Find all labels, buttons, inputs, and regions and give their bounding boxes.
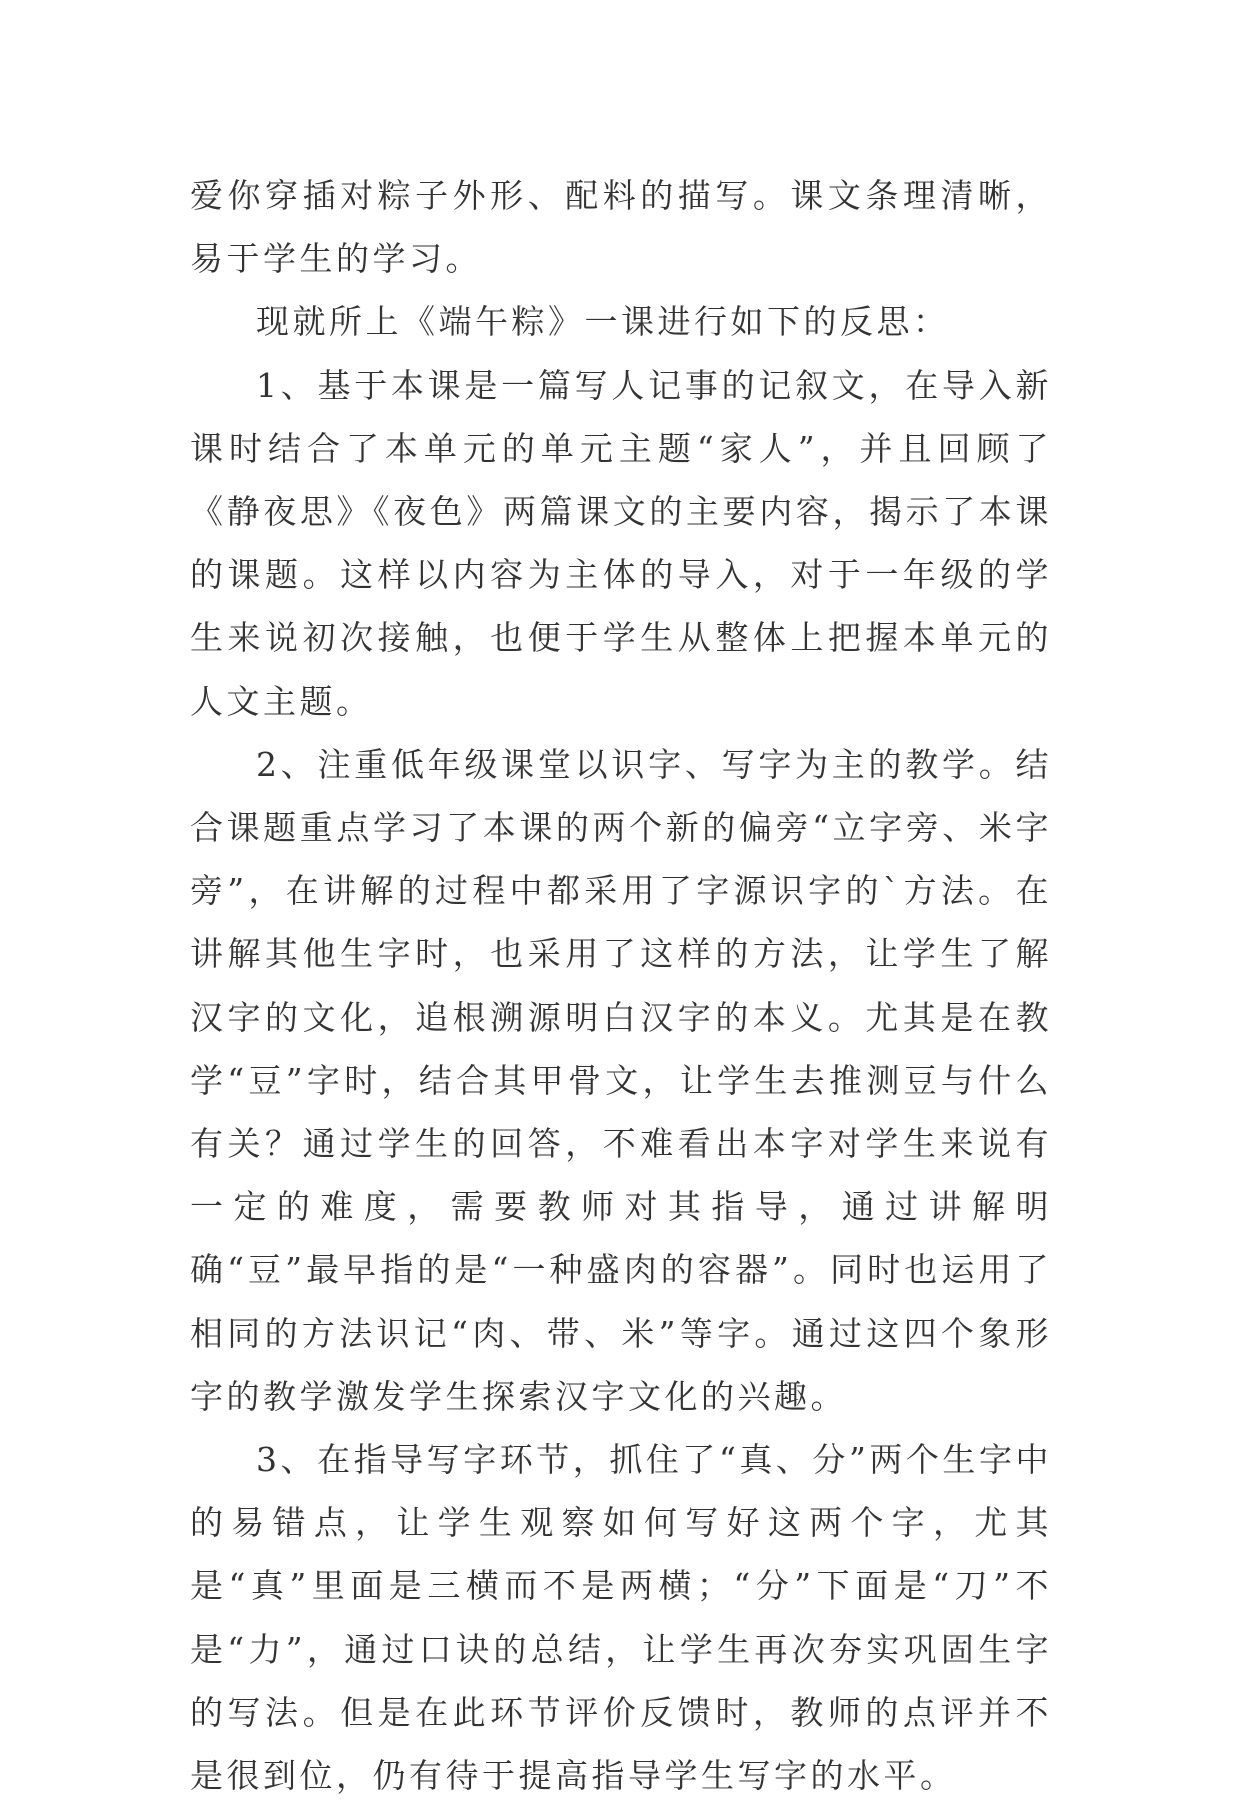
paragraph-intro: 现就所上《端午粽》一课进行如下的反思： — [256, 302, 950, 342]
paragraph-continuation: 爱你穿插对粽子外形、配料的描写。课文条理清晰，易于学生的学习。 — [190, 176, 1052, 279]
document-body — [190, 164, 1052, 1807]
paragraph-point-3: 3、在指导写字环节，抓住了“真、分”两个生字中的易错点，让学生观察如何写好这两个字，尤其是“真”里面是三横而不是两横；“分”下面是“刀”不是“力”，通过口诀的总结，让学生再次夯实巩固生字的写法。但是在此环节评价反馈时，教师的点评并不是很到位，仍有待于提高指导学生写字的水平。 — [190, 1440, 1052, 1796]
paragraph-point-1: 1、基于本课是一篇写人记事的记叙文，在导入新课时结合了本单元的单元主题“家人”，并且回顾了《静夜思》《夜色》两篇课文的主要内容，揭示了本课的课题。这样以内容为主体的导入，对于一年级的学生来说初次接触，也便于学生从整体上把握本单元的人文主题。 — [190, 365, 1052, 721]
paragraph-point-2: 2、注重低年级课堂以识字、写字为主的教学。结合课题重点学习了本课的两个新的偏旁“立字旁、米字旁”，在讲解的过程中都采用了字源识字的`方法。在讲解其他生字时，也采用了这样的方法，让学生了解汉字的文化，追根溯源明白汉字的本义。尤其是在教学“豆”字时，结合其甲骨文，让学生去推测豆与什么有关？通过学生的回答，不难看出本字对学生来说有一定的难度，需要教师对其指导，通过讲解明确“豆”最早指的是“一种盛肉的容器”。同时也运用了相同的方法识记“肉、带、米”等字。通过这四个象形字的教学激发学生探索汉字文化的兴趣。 — [190, 744, 1052, 1416]
